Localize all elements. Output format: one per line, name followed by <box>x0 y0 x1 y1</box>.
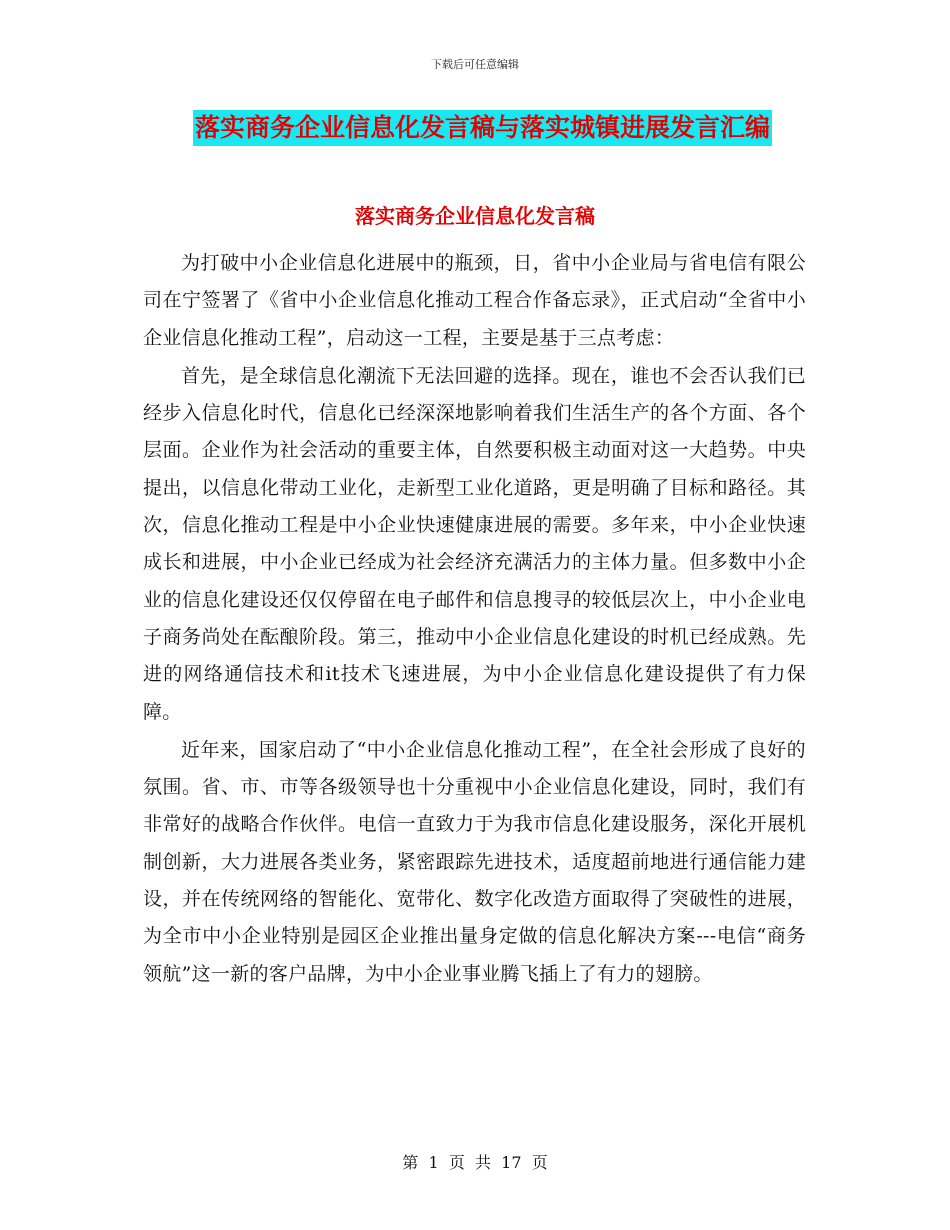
document-title: 落实商务企业信息化发言稿与落实城镇进展发言汇编 <box>193 110 772 146</box>
paragraph-1: 为打破中小企业信息化进展中的瓶颈，日，省中小企业局与省电信有限公司在宁签署了《省中小企业信息化推动工程合作备忘录》，正式启动“全省中小企业信息化推动工程”，启动这一工程，主要是基于三点考虑： <box>143 252 806 349</box>
paragraph-2: 首先，是全球信息化潮流下无法回避的选择。现在，谁也不会否认我们已经步入信息化时代，信息化已经深深地影响着我们生活生产的各个方面、各个层面。企业作为社会活动的重要主体，自然要积极主动面对这一大趋势。中央提出，以信息化带动工业化，走新型工业化道路，更是明确了目标和路径。其次，信息化推动工程是中小企业快速健康进展的需要。多年来，中小企业快速成长和进展，中小企业已经成为社会经济充满活力的主体力量。但多数中小企业的信息化建设还仅仅停留在电子邮件和信息搜寻的较低层次上，中小企业电子商务尚处在酝酿阶段。第三，推动中小企业信息化建设的时机已经成熟。先进的网络通信技术和it技术飞速进展，为中小企业信息化建设提供了有力保障。 <box>143 364 806 723</box>
section-title: 落实商务企业信息化发言稿 <box>355 204 595 228</box>
document-body <box>143 245 806 994</box>
page-footer: 第 1 页 共 17 页 <box>402 1153 548 1172</box>
paragraph-3: 近年来，国家启动了“中小企业信息化推动工程”，在全社会形成了良好的氛围。省、市、市等各级领导也十分重视中小企业信息化建设，同时，我们有非常好的战略合作伙伴。电信一直致力于为我市信息化建设服务，深化开展机制创新，大力进展各类业务，紧密跟踪先进技术，适度超前地进行通信能力建设，并在传统网络的智能化、宽带化、数字化改造方面取得了突破性的进展，为全市中小企业特别是园区企业推出量身定做的信息化解决方案---电信“商务领航”这一新的客户品牌，为中小企业事业腾飞插上了有力的翅膀。 <box>143 738 806 985</box>
header-note: 下载后可任意编辑 <box>431 58 519 71</box>
